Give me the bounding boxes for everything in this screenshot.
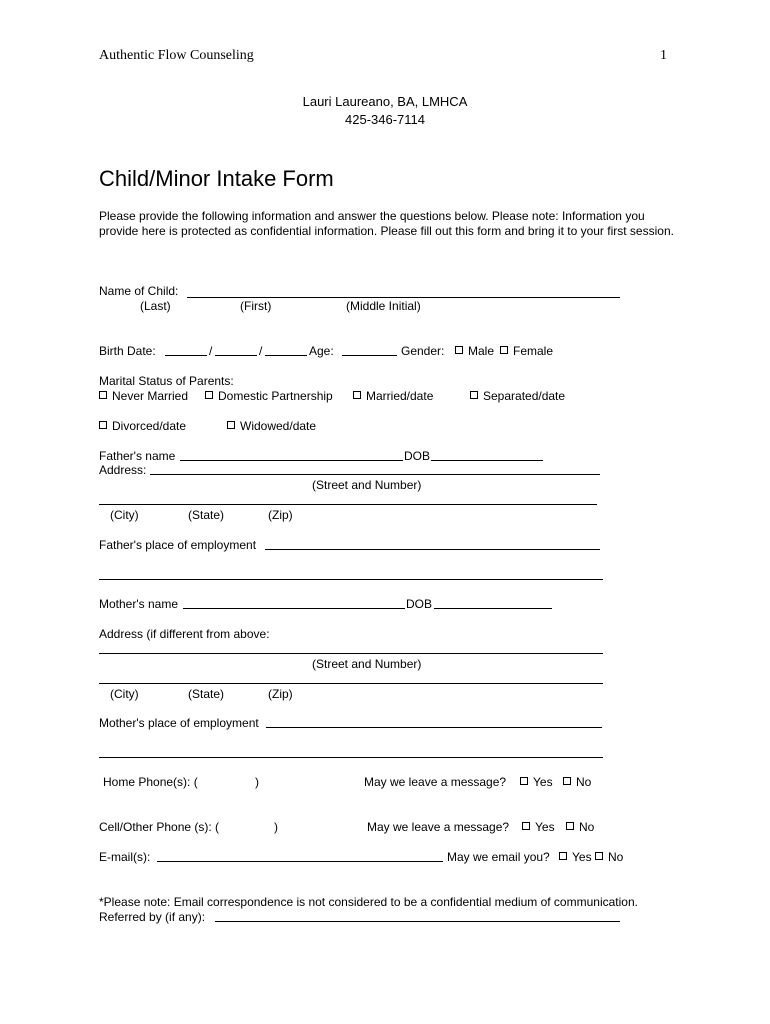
father-address-field[interactable]: [150, 474, 600, 475]
email-yes-option[interactable]: [559, 850, 592, 864]
mother-state-caption: (State): [188, 687, 225, 701]
marital-option-label: Never Married: [112, 389, 189, 403]
yes-label: Yes: [572, 850, 592, 864]
home-phone-label: Home Phone(s): (: [103, 775, 198, 789]
intro-text: Please provide the following information and answer the questions below. Please note: Information you provide here is protected as confidential information. Please fill out this form and bring it to your first session.: [99, 209, 674, 238]
marital-option-label: Widowed/date: [240, 419, 317, 433]
cell-message-no-option[interactable]: [566, 820, 594, 834]
counselor-phone: 425-346-7114: [345, 112, 425, 127]
father-city-state-zip-field[interactable]: [99, 504, 597, 505]
father-dob-label: DOB: [404, 449, 431, 463]
mother-city-state-zip-field[interactable]: [99, 683, 603, 684]
father-street-caption: (Street and Number): [312, 478, 422, 492]
mother-zip-caption: (Zip): [268, 687, 293, 701]
checkbox-icon[interactable]: [500, 346, 508, 354]
no-label: No: [608, 850, 624, 864]
email-question: May we email you?: [447, 850, 550, 864]
date-slash-2: /: [259, 344, 263, 358]
marital-option-label: Domestic Partnership: [218, 389, 333, 403]
name-of-child-label: Name of Child:: [99, 284, 179, 298]
marital-married[interactable]: [353, 389, 433, 403]
checkbox-icon[interactable]: [566, 822, 574, 830]
gender-female-option[interactable]: [500, 344, 553, 358]
fathers-employment-field-2[interactable]: [99, 579, 603, 580]
birth-month-field[interactable]: [165, 355, 207, 356]
mother-address-field[interactable]: [99, 653, 603, 654]
father-state-caption: (State): [188, 508, 225, 522]
checkbox-icon[interactable]: [353, 391, 361, 399]
form-title: Child/Minor Intake Form: [99, 166, 334, 191]
cell-message-yes-option[interactable]: [522, 820, 555, 834]
gender-male-label: Male: [468, 344, 495, 358]
checkbox-icon[interactable]: [470, 391, 478, 399]
email-label: E-mail(s):: [99, 850, 151, 864]
checkbox-icon[interactable]: [205, 391, 213, 399]
yes-label: Yes: [533, 775, 553, 789]
address-if-different-label: Address (if different from above:: [99, 627, 270, 641]
mothers-name-label: Mother's name: [99, 597, 178, 611]
fathers-employment-field[interactable]: [265, 549, 600, 550]
birth-year-field[interactable]: [265, 355, 307, 356]
date-slash-1: /: [209, 344, 213, 358]
home-phone-close-paren: ): [255, 775, 259, 789]
counselor-name: Lauri Laureano, BA, LMHCA: [302, 94, 468, 109]
mothers-name-field[interactable]: [183, 608, 405, 609]
page-number: 1: [660, 48, 667, 63]
marital-option-label: Separated/date: [483, 389, 566, 403]
gender-female-label: Female: [513, 344, 554, 358]
home-leave-message-question: May we leave a message?: [364, 775, 507, 789]
birth-date-label: Birth Date:: [99, 344, 156, 358]
cell-phone-close-paren: ): [274, 820, 278, 834]
mother-street-caption: (Street and Number): [312, 657, 422, 671]
name-last-caption: (Last): [140, 299, 171, 313]
cell-leave-message-question: May we leave a message?: [367, 820, 510, 834]
mothers-employment-field[interactable]: [266, 727, 602, 728]
marital-separated[interactable]: [470, 389, 565, 403]
checkbox-icon[interactable]: [227, 421, 235, 429]
yes-label: Yes: [535, 820, 555, 834]
father-dob-field[interactable]: [431, 460, 543, 461]
email-confidentiality-note: *Please note: Email correspondence is not considered to be a confidential medium of communication.: [99, 895, 638, 909]
referred-by-field[interactable]: [215, 921, 620, 922]
father-zip-caption: (Zip): [268, 508, 293, 522]
referred-by-label: Referred by (if any):: [99, 910, 206, 924]
marital-option-label: Married/date: [366, 389, 434, 403]
home-message-yes-option[interactable]: [520, 775, 553, 789]
father-address-label: Address:: [99, 463, 147, 477]
marital-widowed[interactable]: [227, 419, 316, 433]
birth-day-field[interactable]: [215, 355, 257, 356]
checkbox-icon[interactable]: [595, 852, 603, 860]
age-field[interactable]: [342, 355, 397, 356]
name-of-child-field[interactable]: [187, 297, 620, 298]
name-first-caption: (First): [240, 299, 272, 313]
mothers-employment-field-2[interactable]: [99, 757, 603, 758]
checkbox-icon[interactable]: [99, 391, 107, 399]
checkbox-icon[interactable]: [99, 421, 107, 429]
home-message-no-option[interactable]: [563, 775, 591, 789]
marital-domestic-partnership[interactable]: [205, 389, 333, 403]
checkbox-icon[interactable]: [520, 777, 528, 785]
no-label: No: [576, 775, 592, 789]
marital-divorced[interactable]: [99, 419, 186, 433]
marital-option-label: Divorced/date: [112, 419, 187, 433]
fathers-name-label: Father's name: [99, 449, 176, 463]
fathers-name-field[interactable]: [180, 460, 403, 461]
checkbox-icon[interactable]: [522, 822, 530, 830]
email-no-option[interactable]: [595, 850, 623, 864]
email-field[interactable]: [157, 861, 443, 862]
marital-never-married[interactable]: [99, 389, 188, 403]
name-middle-caption: (Middle Initial): [346, 299, 421, 313]
gender-label: Gender:: [401, 344, 445, 358]
age-label: Age:: [309, 344, 334, 358]
mother-dob-field[interactable]: [434, 608, 552, 609]
gender-male-option[interactable]: [455, 344, 494, 358]
checkbox-icon[interactable]: [455, 346, 463, 354]
marital-status-label: Marital Status of Parents:: [99, 374, 234, 388]
mothers-employment-label: Mother's place of employment: [99, 716, 259, 730]
checkbox-icon[interactable]: [563, 777, 571, 785]
mother-city-caption: (City): [110, 687, 139, 701]
practice-name: Authentic Flow Counseling: [99, 48, 254, 63]
father-city-caption: (City): [110, 508, 139, 522]
fathers-employment-label: Father's place of employment: [99, 538, 257, 552]
no-label: No: [579, 820, 595, 834]
cell-phone-label: Cell/Other Phone (s): (: [99, 820, 220, 834]
mother-dob-label: DOB: [406, 597, 433, 611]
checkbox-icon[interactable]: [559, 852, 567, 860]
